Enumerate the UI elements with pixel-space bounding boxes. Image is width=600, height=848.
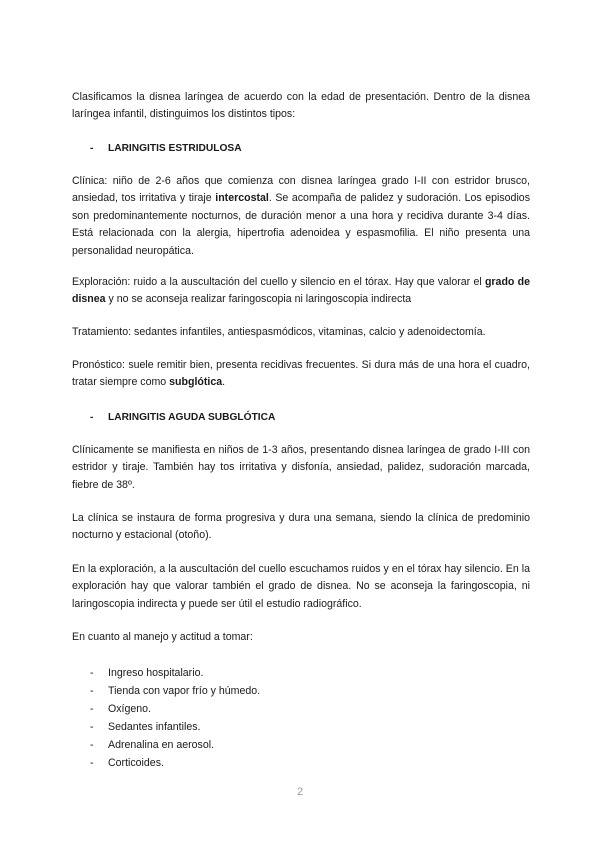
list-item-text: Adrenalina en aerosol.	[108, 739, 215, 751]
pronostico-paragraph	[72, 357, 530, 392]
list-dash: -	[90, 739, 94, 751]
heading-dash: -	[90, 412, 94, 423]
exploracion-subglotica-paragraph: En la exploración, a la auscultación del cuello escuchamos ruidos y en el tórax hay silencio. En la exploración hay que valorar también el grado de disnea. No se aconseja la faringoscopia, ni laringoscopia indirecta y puede ser útil el estudio radiográfico.	[72, 563, 530, 610]
list-item	[90, 664, 390, 682]
list-item-text: Corticoides.	[108, 757, 164, 769]
list-item-text: Sedantes infantiles.	[108, 721, 201, 733]
exploracion-paragraph	[72, 274, 530, 309]
clinica-text-c: . Se acompaña de palidez y sudoración. Los episodios son predominantemente nocturnos, de duración menor a una hora y recidiva durante 3-4 días. Está relacionada con la alergia, hipertrofia adenoidea y espasmofilia. El niño presenta una personalidad neuropática.	[72, 192, 530, 257]
manejo-list	[90, 664, 390, 772]
page-number: 2	[296, 786, 304, 798]
exploracion-bold-term: grado de disnea	[72, 276, 530, 306]
list-item-text: Tienda con vapor frío y húmedo.	[108, 685, 261, 697]
list-dash: -	[90, 757, 94, 769]
list-dash: -	[90, 667, 94, 679]
tratamiento-paragraph: Tratamiento: sedantes infantiles, antiespasmódicos, vitaminas, calcio y adenoidectomía.	[72, 326, 486, 338]
clinica-paragraph	[72, 173, 530, 260]
intro-paragraph: Clasificamos la disnea laríngea de acuerdo con la edad de presentación. Dentro de la disnea laríngea infantil, distinguimos los distintos tipos:	[72, 91, 530, 121]
clinica-progresiva-paragraph: La clínica se instaura de forma progresiva y dura una semana, siendo la clínica de predominio nocturno y estacional (otoño).	[72, 512, 530, 542]
list-item-text: Ingreso hospitalario.	[108, 667, 204, 679]
list-item	[90, 736, 390, 754]
clinica-bold-term: intercostal	[215, 192, 269, 205]
section-heading-laringitis-estridulosa	[90, 140, 242, 157]
pronostico-text-a: Pronóstico: suele remitir bien, presenta recidivas frecuentes. Si dura más de una hora el cuadro, tratar siempre como	[72, 359, 530, 389]
list-item-text: Oxígeno.	[108, 703, 151, 715]
exploracion-text-c: y no se aconseja realizar faringoscopia ni laringoscopia indirecta	[105, 293, 412, 306]
list-dash: -	[90, 703, 94, 715]
section-heading-laringitis-aguda-subglotica	[90, 409, 275, 426]
heading-text: LARINGITIS ESTRIDULOSA	[108, 143, 242, 154]
list-item	[90, 682, 390, 700]
heading-dash: -	[90, 143, 94, 154]
clinicamente-paragraph: Clínicamente se manifiesta en niños de 1-3 años, presentando disnea laríngea de grado I-III con estridor y tiraje. También hay tos irritativa y disfonía, ansiedad, palidez, sudoración marcada, fiebre de 38º.	[72, 444, 530, 491]
manejo-intro-paragraph: En cuanto al manejo y actitud a tomar:	[72, 631, 253, 643]
list-item	[90, 718, 390, 736]
exploracion-text-a: Exploración: ruido a la auscultación del cuello y silencio en el tórax. Hay que valorar el	[72, 276, 485, 288]
heading-text: LARINGITIS AGUDA SUBGLÓTICA	[108, 412, 276, 423]
pronostico-bold-term: subglótica	[169, 376, 223, 389]
clinica-text-a: Clínica: niño de 2-6 años que comienza con disnea laríngea grado I-II con estridor brusco, ansiedad, tos irritativa y tiraje	[72, 175, 530, 205]
list-item	[90, 700, 390, 718]
list-dash: -	[90, 721, 94, 733]
list-item	[90, 754, 390, 772]
list-dash: -	[90, 685, 94, 697]
pronostico-text-c: .	[222, 376, 226, 389]
